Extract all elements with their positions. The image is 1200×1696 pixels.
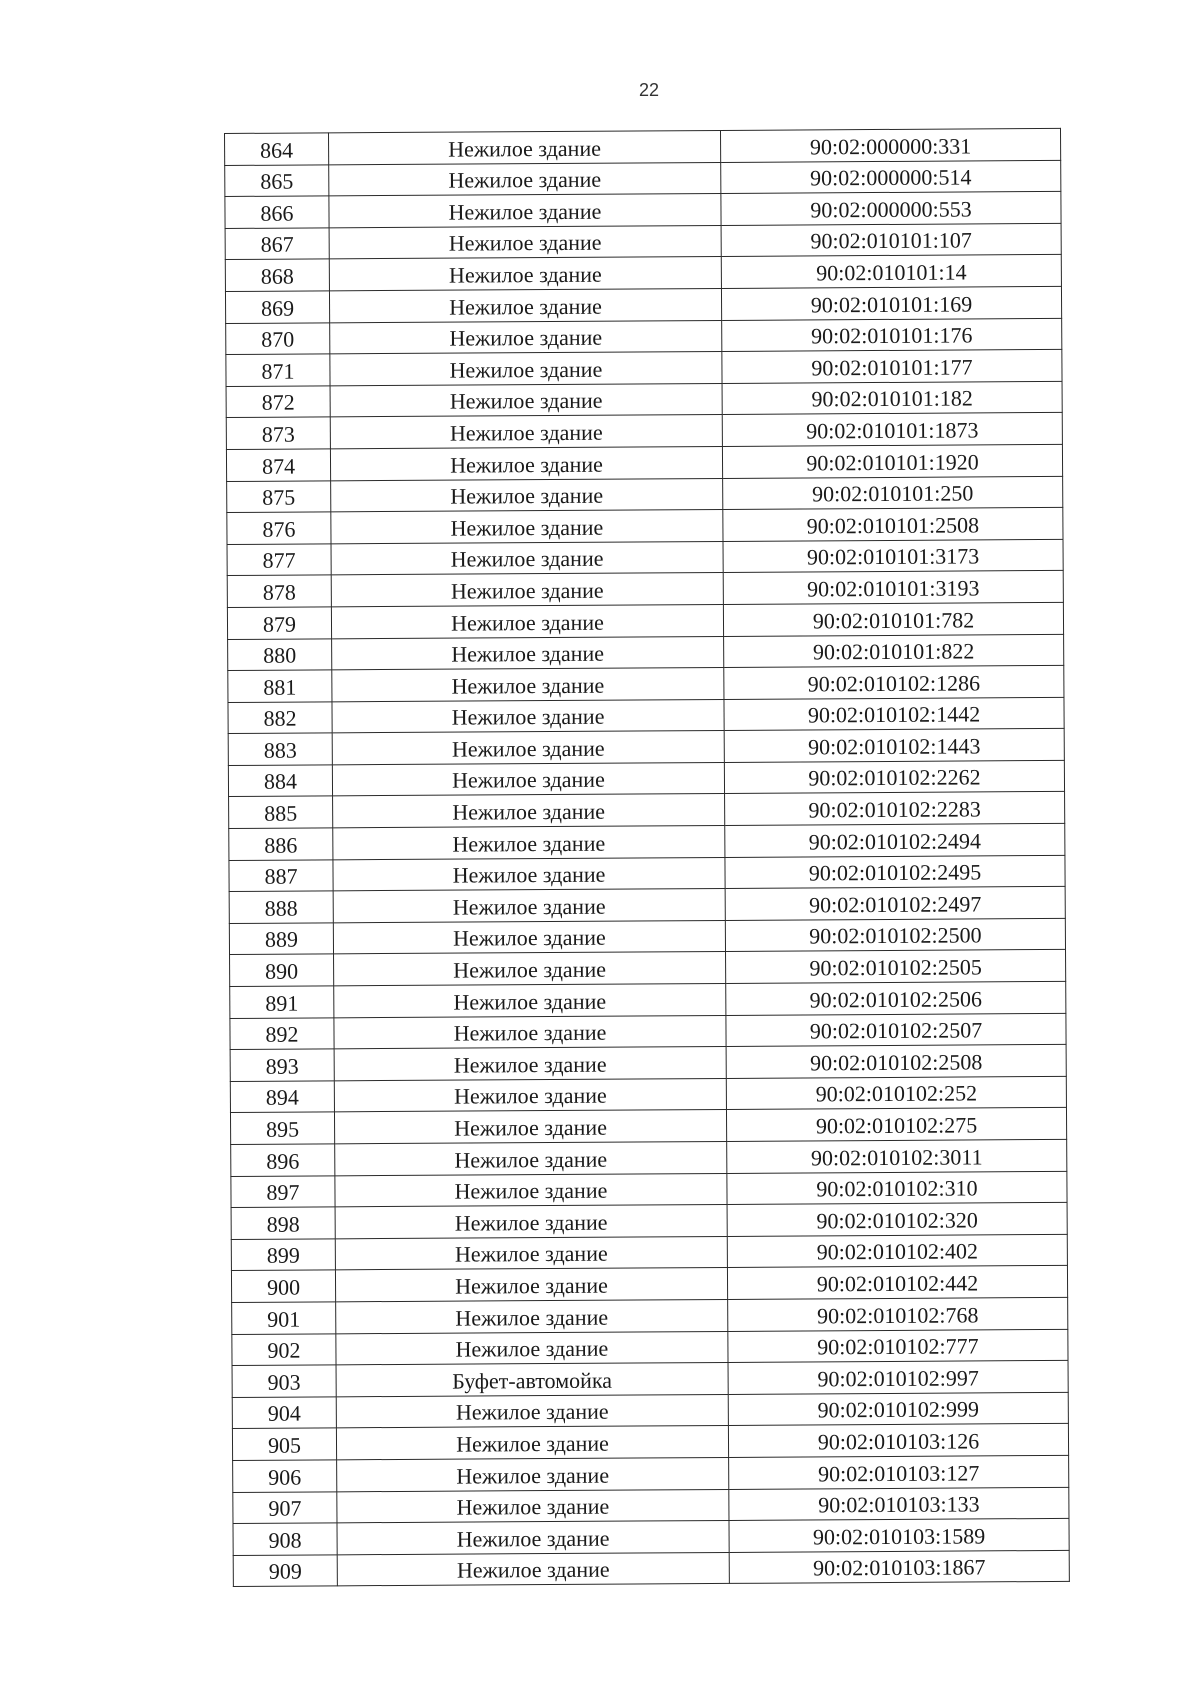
table-row bbox=[233, 1518, 1069, 1555]
cadastral-number-cell: 90:02:010101:3173 bbox=[723, 539, 1063, 573]
row-number-cell: 890 bbox=[230, 954, 334, 986]
table-row bbox=[228, 760, 1064, 797]
row-number-cell: 883 bbox=[228, 733, 332, 765]
table-row bbox=[226, 381, 1062, 418]
row-number-cell: 891 bbox=[230, 986, 334, 1018]
table-row bbox=[230, 1045, 1066, 1082]
row-number-cell: 904 bbox=[232, 1397, 336, 1429]
object-name-cell: Нежилое здание bbox=[330, 415, 722, 449]
row-number-cell: 885 bbox=[229, 796, 333, 828]
cadastral-number-cell: 90:02:000000:553 bbox=[721, 192, 1061, 226]
table-row bbox=[233, 1455, 1069, 1492]
table-row bbox=[230, 1013, 1066, 1050]
object-name-cell: Нежилое здание bbox=[335, 1173, 727, 1207]
row-number-cell: 875 bbox=[227, 480, 331, 512]
object-name-cell: Нежилое здание bbox=[331, 510, 723, 544]
object-name-cell: Нежилое здание bbox=[335, 1205, 727, 1239]
cadastral-number-cell: 90:02:010101:250 bbox=[723, 476, 1063, 510]
cadastral-number-cell: 90:02:010101:782 bbox=[723, 602, 1063, 636]
table-row bbox=[230, 950, 1066, 987]
row-number-cell: 864 bbox=[225, 133, 329, 165]
object-name-cell: Нежилое здание bbox=[332, 668, 724, 702]
row-number-cell: 882 bbox=[228, 702, 332, 734]
row-number-cell: 905 bbox=[232, 1428, 336, 1460]
table-row bbox=[230, 1076, 1066, 1113]
object-name-cell: Нежилое здание bbox=[331, 541, 723, 575]
table-row bbox=[227, 539, 1063, 576]
cadastral-number-cell: 90:02:010101:107 bbox=[721, 223, 1061, 257]
row-number-cell: 907 bbox=[233, 1491, 337, 1523]
row-number-cell: 874 bbox=[226, 449, 330, 481]
object-name-cell: Нежилое здание bbox=[336, 1426, 728, 1460]
table-row bbox=[229, 918, 1065, 955]
table-row bbox=[225, 255, 1061, 292]
table-row bbox=[228, 697, 1064, 734]
object-name-cell: Нежилое здание bbox=[335, 1236, 727, 1270]
cadastral-number-cell: 90:02:010103:133 bbox=[729, 1487, 1069, 1521]
table-row bbox=[229, 887, 1065, 924]
registry-table bbox=[224, 128, 1070, 1587]
row-number-cell: 881 bbox=[228, 670, 332, 702]
cadastral-number-cell: 90:02:010102:777 bbox=[728, 1329, 1068, 1363]
object-name-cell: Нежилое здание bbox=[334, 1110, 726, 1144]
table-row bbox=[228, 634, 1064, 671]
cadastral-number-cell: 90:02:010101:14 bbox=[721, 255, 1061, 289]
object-name-cell: Нежилое здание bbox=[330, 446, 722, 480]
table-row bbox=[227, 602, 1063, 639]
cadastral-number-cell: 90:02:010102:2283 bbox=[725, 792, 1065, 826]
cadastral-number-cell: 90:02:010101:176 bbox=[722, 318, 1062, 352]
cadastral-number-cell: 90:02:010103:1867 bbox=[729, 1550, 1069, 1584]
object-name-cell: Нежилое здание bbox=[333, 889, 725, 923]
object-name-cell: Нежилое здание bbox=[337, 1521, 729, 1555]
object-name-cell: Нежилое здание bbox=[333, 920, 725, 954]
object-name-cell: Нежилое здание bbox=[332, 699, 724, 733]
row-number-cell: 896 bbox=[231, 1144, 335, 1176]
table-row bbox=[232, 1392, 1068, 1429]
cadastral-number-cell: 90:02:010102:3011 bbox=[727, 1139, 1067, 1173]
cadastral-number-cell: 90:02:010103:127 bbox=[729, 1455, 1069, 1489]
cadastral-number-cell: 90:02:010102:997 bbox=[728, 1361, 1068, 1395]
table-row bbox=[231, 1234, 1067, 1271]
table-row bbox=[229, 855, 1065, 892]
object-name-cell: Нежилое здание bbox=[330, 352, 722, 386]
page-number: 22 bbox=[638, 80, 660, 100]
row-number-cell: 900 bbox=[231, 1270, 335, 1302]
object-name-cell: Нежилое здание bbox=[337, 1489, 729, 1523]
cadastral-number-cell: 90:02:010102:310 bbox=[727, 1171, 1067, 1205]
cadastral-number-cell: 90:02:010102:320 bbox=[727, 1203, 1067, 1237]
cadastral-number-cell: 90:02:010102:2506 bbox=[726, 981, 1066, 1015]
object-name-cell: Нежилое здание bbox=[332, 762, 724, 796]
cadastral-number-cell: 90:02:000000:331 bbox=[720, 128, 1060, 162]
row-number-cell: 867 bbox=[225, 228, 329, 260]
row-number-cell: 906 bbox=[233, 1460, 337, 1492]
object-name-cell: Нежилое здание bbox=[331, 478, 723, 512]
row-number-cell: 865 bbox=[225, 164, 329, 196]
table-row bbox=[232, 1361, 1068, 1398]
table-row bbox=[232, 1329, 1068, 1366]
cadastral-number-cell: 90:02:010101:3193 bbox=[723, 571, 1063, 605]
object-name-cell: Нежилое здание bbox=[332, 636, 724, 670]
cadastral-number-cell: 90:02:010102:768 bbox=[728, 1297, 1068, 1331]
cadastral-number-cell: 90:02:010102:2494 bbox=[725, 823, 1065, 857]
row-number-cell: 897 bbox=[231, 1175, 335, 1207]
row-number-cell: 894 bbox=[230, 1081, 334, 1113]
object-name-cell: Нежилое здание bbox=[336, 1394, 728, 1428]
object-name-cell: Нежилое здание bbox=[334, 952, 726, 986]
table-row bbox=[231, 1266, 1067, 1303]
row-number-cell: 880 bbox=[228, 638, 332, 670]
object-name-cell: Нежилое здание bbox=[337, 1552, 729, 1586]
row-number-cell: 879 bbox=[227, 607, 331, 639]
row-number-cell: 876 bbox=[227, 512, 331, 544]
object-name-cell: Нежилое здание bbox=[330, 383, 722, 417]
cadastral-number-cell: 90:02:010102:2495 bbox=[725, 855, 1065, 889]
table-row bbox=[230, 981, 1066, 1018]
object-name-cell: Нежилое здание bbox=[329, 162, 721, 196]
object-name-cell: Нежилое здание bbox=[331, 573, 723, 607]
row-number-cell: 901 bbox=[232, 1302, 336, 1334]
object-name-cell: Нежилое здание bbox=[337, 1457, 729, 1491]
cadastral-number-cell: 90:02:010101:169 bbox=[721, 286, 1061, 320]
row-number-cell: 893 bbox=[230, 1049, 334, 1081]
table-row bbox=[228, 665, 1064, 702]
table-row bbox=[231, 1171, 1067, 1208]
cadastral-number-cell: 90:02:010102:1286 bbox=[724, 665, 1064, 699]
row-number-cell: 870 bbox=[226, 322, 330, 354]
cadastral-number-cell: 90:02:010102:2497 bbox=[725, 887, 1065, 921]
table-row bbox=[225, 192, 1061, 229]
table-row bbox=[233, 1487, 1069, 1524]
row-number-cell: 884 bbox=[228, 765, 332, 797]
object-name-cell: Нежилое здание bbox=[335, 1268, 727, 1302]
table-row bbox=[233, 1550, 1069, 1587]
object-name-cell: Нежилое здание bbox=[334, 1078, 726, 1112]
cadastral-number-cell: 90:02:010103:126 bbox=[728, 1424, 1068, 1458]
table-row bbox=[225, 160, 1061, 197]
row-number-cell: 887 bbox=[229, 860, 333, 892]
cadastral-number-cell: 90:02:010101:822 bbox=[724, 634, 1064, 668]
cadastral-number-cell: 90:02:010101:1920 bbox=[722, 444, 1062, 478]
cadastral-number-cell: 90:02:010102:442 bbox=[727, 1266, 1067, 1300]
table-row bbox=[228, 729, 1064, 766]
object-name-cell: Нежилое здание bbox=[334, 983, 726, 1017]
row-number-cell: 871 bbox=[226, 354, 330, 386]
cadastral-number-cell: 90:02:010101:2508 bbox=[723, 508, 1063, 542]
object-name-cell: Нежилое здание bbox=[329, 130, 721, 164]
row-number-cell: 903 bbox=[232, 1365, 336, 1397]
object-name-cell: Нежилое здание bbox=[332, 731, 724, 765]
cadastral-number-cell: 90:02:010101:177 bbox=[722, 350, 1062, 384]
object-name-cell: Нежилое здание bbox=[333, 826, 725, 860]
table-row bbox=[231, 1203, 1067, 1240]
cadastral-number-cell: 90:02:010102:1443 bbox=[724, 729, 1064, 763]
registry-table-body bbox=[225, 128, 1070, 1586]
row-number-cell: 873 bbox=[226, 417, 330, 449]
object-name-cell: Нежилое здание bbox=[333, 794, 725, 828]
table-row bbox=[232, 1297, 1068, 1334]
row-number-cell: 868 bbox=[225, 259, 329, 291]
row-number-cell: 892 bbox=[230, 1017, 334, 1049]
table-row bbox=[226, 413, 1062, 450]
row-number-cell: 909 bbox=[233, 1555, 337, 1587]
row-number-cell: 886 bbox=[229, 828, 333, 860]
row-number-cell: 878 bbox=[227, 575, 331, 607]
row-number-cell: 898 bbox=[231, 1207, 335, 1239]
cadastral-number-cell: 90:02:010103:1589 bbox=[729, 1518, 1069, 1552]
table-row bbox=[227, 476, 1063, 513]
row-number-cell: 866 bbox=[225, 196, 329, 228]
table-row bbox=[226, 444, 1062, 481]
table-row bbox=[226, 318, 1062, 355]
row-number-cell: 902 bbox=[232, 1333, 336, 1365]
table-row bbox=[231, 1139, 1067, 1176]
cadastral-number-cell: 90:02:010102:999 bbox=[728, 1392, 1068, 1426]
row-number-cell: 895 bbox=[230, 1112, 334, 1144]
table-row bbox=[226, 350, 1062, 387]
cadastral-number-cell: 90:02:010102:2505 bbox=[726, 950, 1066, 984]
cadastral-number-cell: 90:02:000000:514 bbox=[721, 160, 1061, 194]
table-row bbox=[229, 823, 1065, 860]
object-name-cell: Нежилое здание bbox=[329, 257, 721, 291]
object-name-cell: Нежилое здание bbox=[330, 320, 722, 354]
table-row bbox=[230, 1108, 1066, 1145]
cadastral-number-cell: 90:02:010102:2262 bbox=[724, 760, 1064, 794]
table-row bbox=[225, 128, 1061, 165]
cadastral-number-cell: 90:02:010102:252 bbox=[726, 1076, 1066, 1110]
object-name-cell: Нежилое здание bbox=[335, 1141, 727, 1175]
object-name-cell: Нежилое здание bbox=[329, 194, 721, 228]
object-name-cell: Нежилое здание bbox=[334, 1047, 726, 1081]
row-number-cell: 889 bbox=[229, 923, 333, 955]
row-number-cell: 899 bbox=[231, 1239, 335, 1271]
object-name-cell: Буфет-автомойка bbox=[336, 1363, 728, 1397]
object-name-cell: Нежилое здание bbox=[331, 604, 723, 638]
object-name-cell: Нежилое здание bbox=[329, 225, 721, 259]
cadastral-number-cell: 90:02:010102:2508 bbox=[726, 1045, 1066, 1079]
cadastral-number-cell: 90:02:010101:182 bbox=[722, 381, 1062, 415]
cadastral-number-cell: 90:02:010102:1442 bbox=[724, 697, 1064, 731]
row-number-cell: 877 bbox=[227, 544, 331, 576]
row-number-cell: 908 bbox=[233, 1523, 337, 1555]
table-row bbox=[225, 286, 1061, 323]
table-row bbox=[229, 792, 1065, 829]
row-number-cell: 869 bbox=[225, 291, 329, 323]
table-row bbox=[232, 1424, 1068, 1461]
cadastral-number-cell: 90:02:010102:275 bbox=[726, 1108, 1066, 1142]
cadastral-number-cell: 90:02:010102:2507 bbox=[726, 1013, 1066, 1047]
object-name-cell: Нежилое здание bbox=[334, 1015, 726, 1049]
cadastral-number-cell: 90:02:010102:2500 bbox=[725, 918, 1065, 952]
object-name-cell: Нежилое здание bbox=[336, 1331, 728, 1365]
table-row bbox=[227, 571, 1063, 608]
object-name-cell: Нежилое здание bbox=[336, 1299, 728, 1333]
table-row bbox=[227, 508, 1063, 545]
cadastral-number-cell: 90:02:010101:1873 bbox=[722, 413, 1062, 447]
row-number-cell: 888 bbox=[229, 891, 333, 923]
object-name-cell: Нежилое здание bbox=[329, 288, 721, 322]
table-row bbox=[225, 223, 1061, 260]
row-number-cell: 872 bbox=[226, 386, 330, 418]
object-name-cell: Нежилое здание bbox=[333, 857, 725, 891]
cadastral-number-cell: 90:02:010102:402 bbox=[727, 1234, 1067, 1268]
